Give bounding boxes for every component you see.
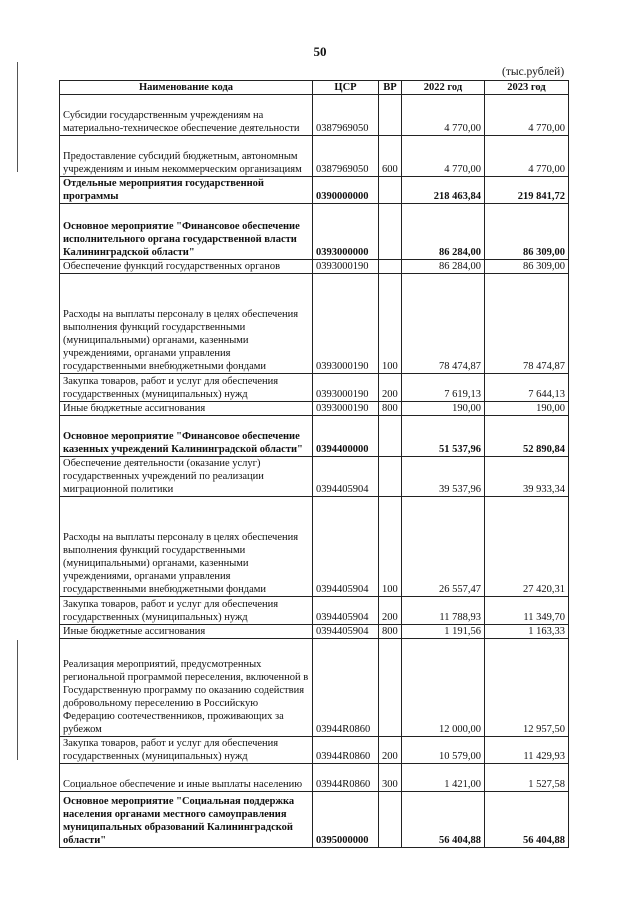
- table-header-row: [60, 81, 569, 95]
- row-2023-cell: 7 644,13: [485, 374, 569, 402]
- row-vr-cell: 800: [379, 625, 402, 639]
- table-body: [60, 95, 569, 848]
- row-2022-cell: 86 284,00: [402, 204, 485, 260]
- header-vr: ВР: [379, 81, 402, 95]
- binding-mark-top: [17, 62, 18, 172]
- row-2022-cell: 12 000,00: [402, 639, 485, 737]
- row-vr-cell: 200: [379, 737, 402, 764]
- header-name: Наименование кода: [60, 81, 313, 95]
- row-2023-cell: 11 349,70: [485, 597, 569, 625]
- row-csr-cell: 0393000190: [313, 402, 379, 416]
- row-vr-cell: 300: [379, 764, 402, 792]
- row-name-cell: Основное мероприятие "Социальная поддержка населения органами местного самоуправления муниципальных образований Калининградской области": [60, 792, 313, 848]
- table-row: [60, 416, 569, 457]
- row-name-cell: Субсидии государственным учреждениям на материально-техническое обеспечение деятельности: [60, 95, 313, 136]
- row-2023-cell: 86 309,00: [485, 260, 569, 274]
- binding-mark-bottom: [17, 640, 18, 760]
- table-row: [60, 639, 569, 737]
- table-row: [60, 177, 569, 204]
- row-vr-cell: [379, 639, 402, 737]
- table-row: [60, 260, 569, 274]
- row-2023-cell: 56 404,88: [485, 792, 569, 848]
- row-vr-cell: [379, 416, 402, 457]
- table-row: [60, 95, 569, 136]
- row-csr-cell: 0390000000: [313, 177, 379, 204]
- header-2022: 2022 год: [402, 81, 485, 95]
- row-vr-cell: 200: [379, 597, 402, 625]
- row-vr-cell: [379, 457, 402, 497]
- table-row: [60, 374, 569, 402]
- page-number: 50: [313, 44, 327, 59]
- header-csr: ЦСР: [313, 81, 379, 95]
- row-vr-cell: 100: [379, 497, 402, 597]
- row-2022-cell: 11 788,93: [402, 597, 485, 625]
- row-csr-cell: 03944R0860: [313, 764, 379, 792]
- row-2022-cell: 56 404,88: [402, 792, 485, 848]
- table-row: [60, 764, 569, 792]
- row-vr-cell: 200: [379, 374, 402, 402]
- row-2023-cell: 190,00: [485, 402, 569, 416]
- row-vr-cell: 600: [379, 136, 402, 177]
- row-vr-cell: 800: [379, 402, 402, 416]
- row-2023-cell: 4 770,00: [485, 95, 569, 136]
- row-name-cell: Основное мероприятие "Финансовое обеспечение казенных учреждений Калининградской области": [60, 416, 313, 457]
- row-2023-cell: 4 770,00: [485, 136, 569, 177]
- row-2022-cell: 51 537,96: [402, 416, 485, 457]
- budget-table: [59, 80, 569, 848]
- header-2023: 2023 год: [485, 81, 569, 95]
- row-csr-cell: 0393000190: [313, 274, 379, 374]
- row-2023-cell: 1 163,33: [485, 625, 569, 639]
- row-name-cell: Отдельные мероприятия государственной программы: [60, 177, 313, 204]
- row-2023-cell: 12 957,50: [485, 639, 569, 737]
- row-2023-cell: 219 841,72: [485, 177, 569, 204]
- row-name-cell: Обеспечение функций государственных органов: [60, 260, 313, 274]
- table-row: [60, 274, 569, 374]
- row-2022-cell: 86 284,00: [402, 260, 485, 274]
- row-2022-cell: 78 474,87: [402, 274, 485, 374]
- row-name-cell: Расходы на выплаты персоналу в целях обеспечения выполнения функций государственными (муниципальными) органами, казенными учреждениями, органами управления государственными внебюджетными фондами: [60, 274, 313, 374]
- row-csr-cell: 0394405904: [313, 457, 379, 497]
- row-csr-cell: 0387969050: [313, 136, 379, 177]
- row-2022-cell: 26 557,47: [402, 497, 485, 597]
- table-row: [60, 597, 569, 625]
- row-csr-cell: 0387969050: [313, 95, 379, 136]
- row-2022-cell: 218 463,84: [402, 177, 485, 204]
- row-csr-cell: 0394405904: [313, 625, 379, 639]
- row-vr-cell: 100: [379, 274, 402, 374]
- row-2023-cell: 39 933,34: [485, 457, 569, 497]
- row-name-cell: Реализация мероприятий, предусмотренных региональной программой переселения, включенной в Государственную программу по оказанию содействия добровольному переселению в Российскую Федерацию соотечественников, проживающих за рубежом: [60, 639, 313, 737]
- row-name-cell: Закупка товаров, работ и услуг для обеспечения государственных (муниципальных) нужд: [60, 737, 313, 764]
- row-name-cell: Основное мероприятие "Финансовое обеспечение исполнительного органа государственной власти Калининградской области": [60, 204, 313, 260]
- table-row: [60, 204, 569, 260]
- row-2022-cell: 39 537,96: [402, 457, 485, 497]
- table-row: [60, 136, 569, 177]
- row-vr-cell: [379, 792, 402, 848]
- row-csr-cell: 0393000190: [313, 374, 379, 402]
- row-2022-cell: 1 191,56: [402, 625, 485, 639]
- row-vr-cell: [379, 177, 402, 204]
- table-row: [60, 457, 569, 497]
- row-2023-cell: 1 527,58: [485, 764, 569, 792]
- row-2022-cell: 190,00: [402, 402, 485, 416]
- row-name-cell: Расходы на выплаты персоналу в целях обеспечения выполнения функций государственными (муниципальными) органами, казенными учреждениями, органами управления государственными внебюджетными фондами: [60, 497, 313, 597]
- row-csr-cell: 0395000000: [313, 792, 379, 848]
- row-name-cell: Обеспечение деятельности (оказание услуг) государственных учреждений по реализации миграционной политики: [60, 457, 313, 497]
- row-csr-cell: 0394405904: [313, 497, 379, 597]
- row-2023-cell: 78 474,87: [485, 274, 569, 374]
- row-csr-cell: 0394405904: [313, 597, 379, 625]
- table-row: [60, 625, 569, 639]
- row-csr-cell: 0393000190: [313, 260, 379, 274]
- table-row: [60, 497, 569, 597]
- table-row: [60, 792, 569, 848]
- row-vr-cell: [379, 95, 402, 136]
- row-name-cell: Социальное обеспечение и иные выплаты населению: [60, 764, 313, 792]
- row-csr-cell: 03944R0860: [313, 639, 379, 737]
- table-row: [60, 402, 569, 416]
- row-2022-cell: 7 619,13: [402, 374, 485, 402]
- table-row: [60, 737, 569, 764]
- row-csr-cell: 03944R0860: [313, 737, 379, 764]
- row-name-cell: Иные бюджетные ассигнования: [60, 625, 313, 639]
- row-2022-cell: 1 421,00: [402, 764, 485, 792]
- row-name-cell: Закупка товаров, работ и услуг для обеспечения государственных (муниципальных) нужд: [60, 597, 313, 625]
- row-2022-cell: 10 579,00: [402, 737, 485, 764]
- row-name-cell: Предоставление субсидий бюджетным, автономным учреждениям и иным некоммерческим организациям: [60, 136, 313, 177]
- row-2023-cell: 52 890,84: [485, 416, 569, 457]
- row-2023-cell: 86 309,00: [485, 204, 569, 260]
- row-2023-cell: 11 429,93: [485, 737, 569, 764]
- row-2022-cell: 4 770,00: [402, 136, 485, 177]
- row-csr-cell: 0393000000: [313, 204, 379, 260]
- row-csr-cell: 0394400000: [313, 416, 379, 457]
- unit-note: (тыс.рублей): [502, 66, 565, 78]
- row-name-cell: Иные бюджетные ассигнования: [60, 402, 313, 416]
- row-name-cell: Закупка товаров, работ и услуг для обеспечения государственных (муниципальных) нужд: [60, 374, 313, 402]
- row-2023-cell: 27 420,31: [485, 497, 569, 597]
- row-vr-cell: [379, 204, 402, 260]
- row-2022-cell: 4 770,00: [402, 95, 485, 136]
- row-vr-cell: [379, 260, 402, 274]
